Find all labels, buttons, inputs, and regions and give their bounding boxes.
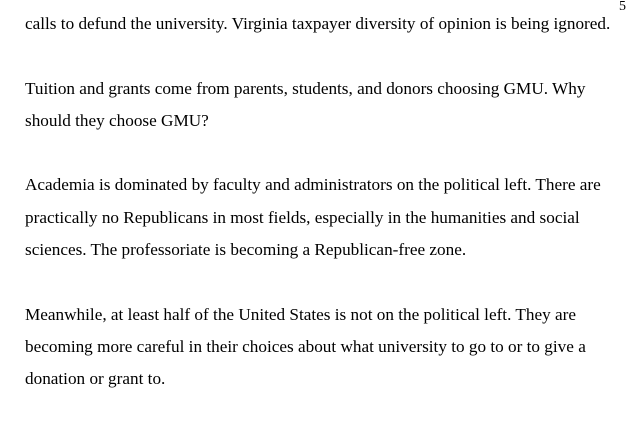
- paragraph-academia: Academia is dominated by faculty and administrators on the political left. There are practically no Republicans in most fields, especially in the humanities and social sciences. The professoriate is becoming a Republican-free zone.: [25, 175, 601, 260]
- document-body: [25, 8, 630, 396]
- paragraph-meanwhile: Meanwhile, at least half of the United States is not on the political left. They are becoming more careful in their choices about what university to go to or to give a donation or grant to.: [25, 304, 586, 389]
- page-number: 5: [619, 0, 626, 14]
- paragraph-tuition: Tuition and grants come from parents, students, and donors choosing GMU. Why should they choose GMU?: [25, 78, 586, 130]
- paragraph-defund: calls to defund the university. Virginia taxpayer diversity of opinion is being ignored.: [25, 14, 611, 33]
